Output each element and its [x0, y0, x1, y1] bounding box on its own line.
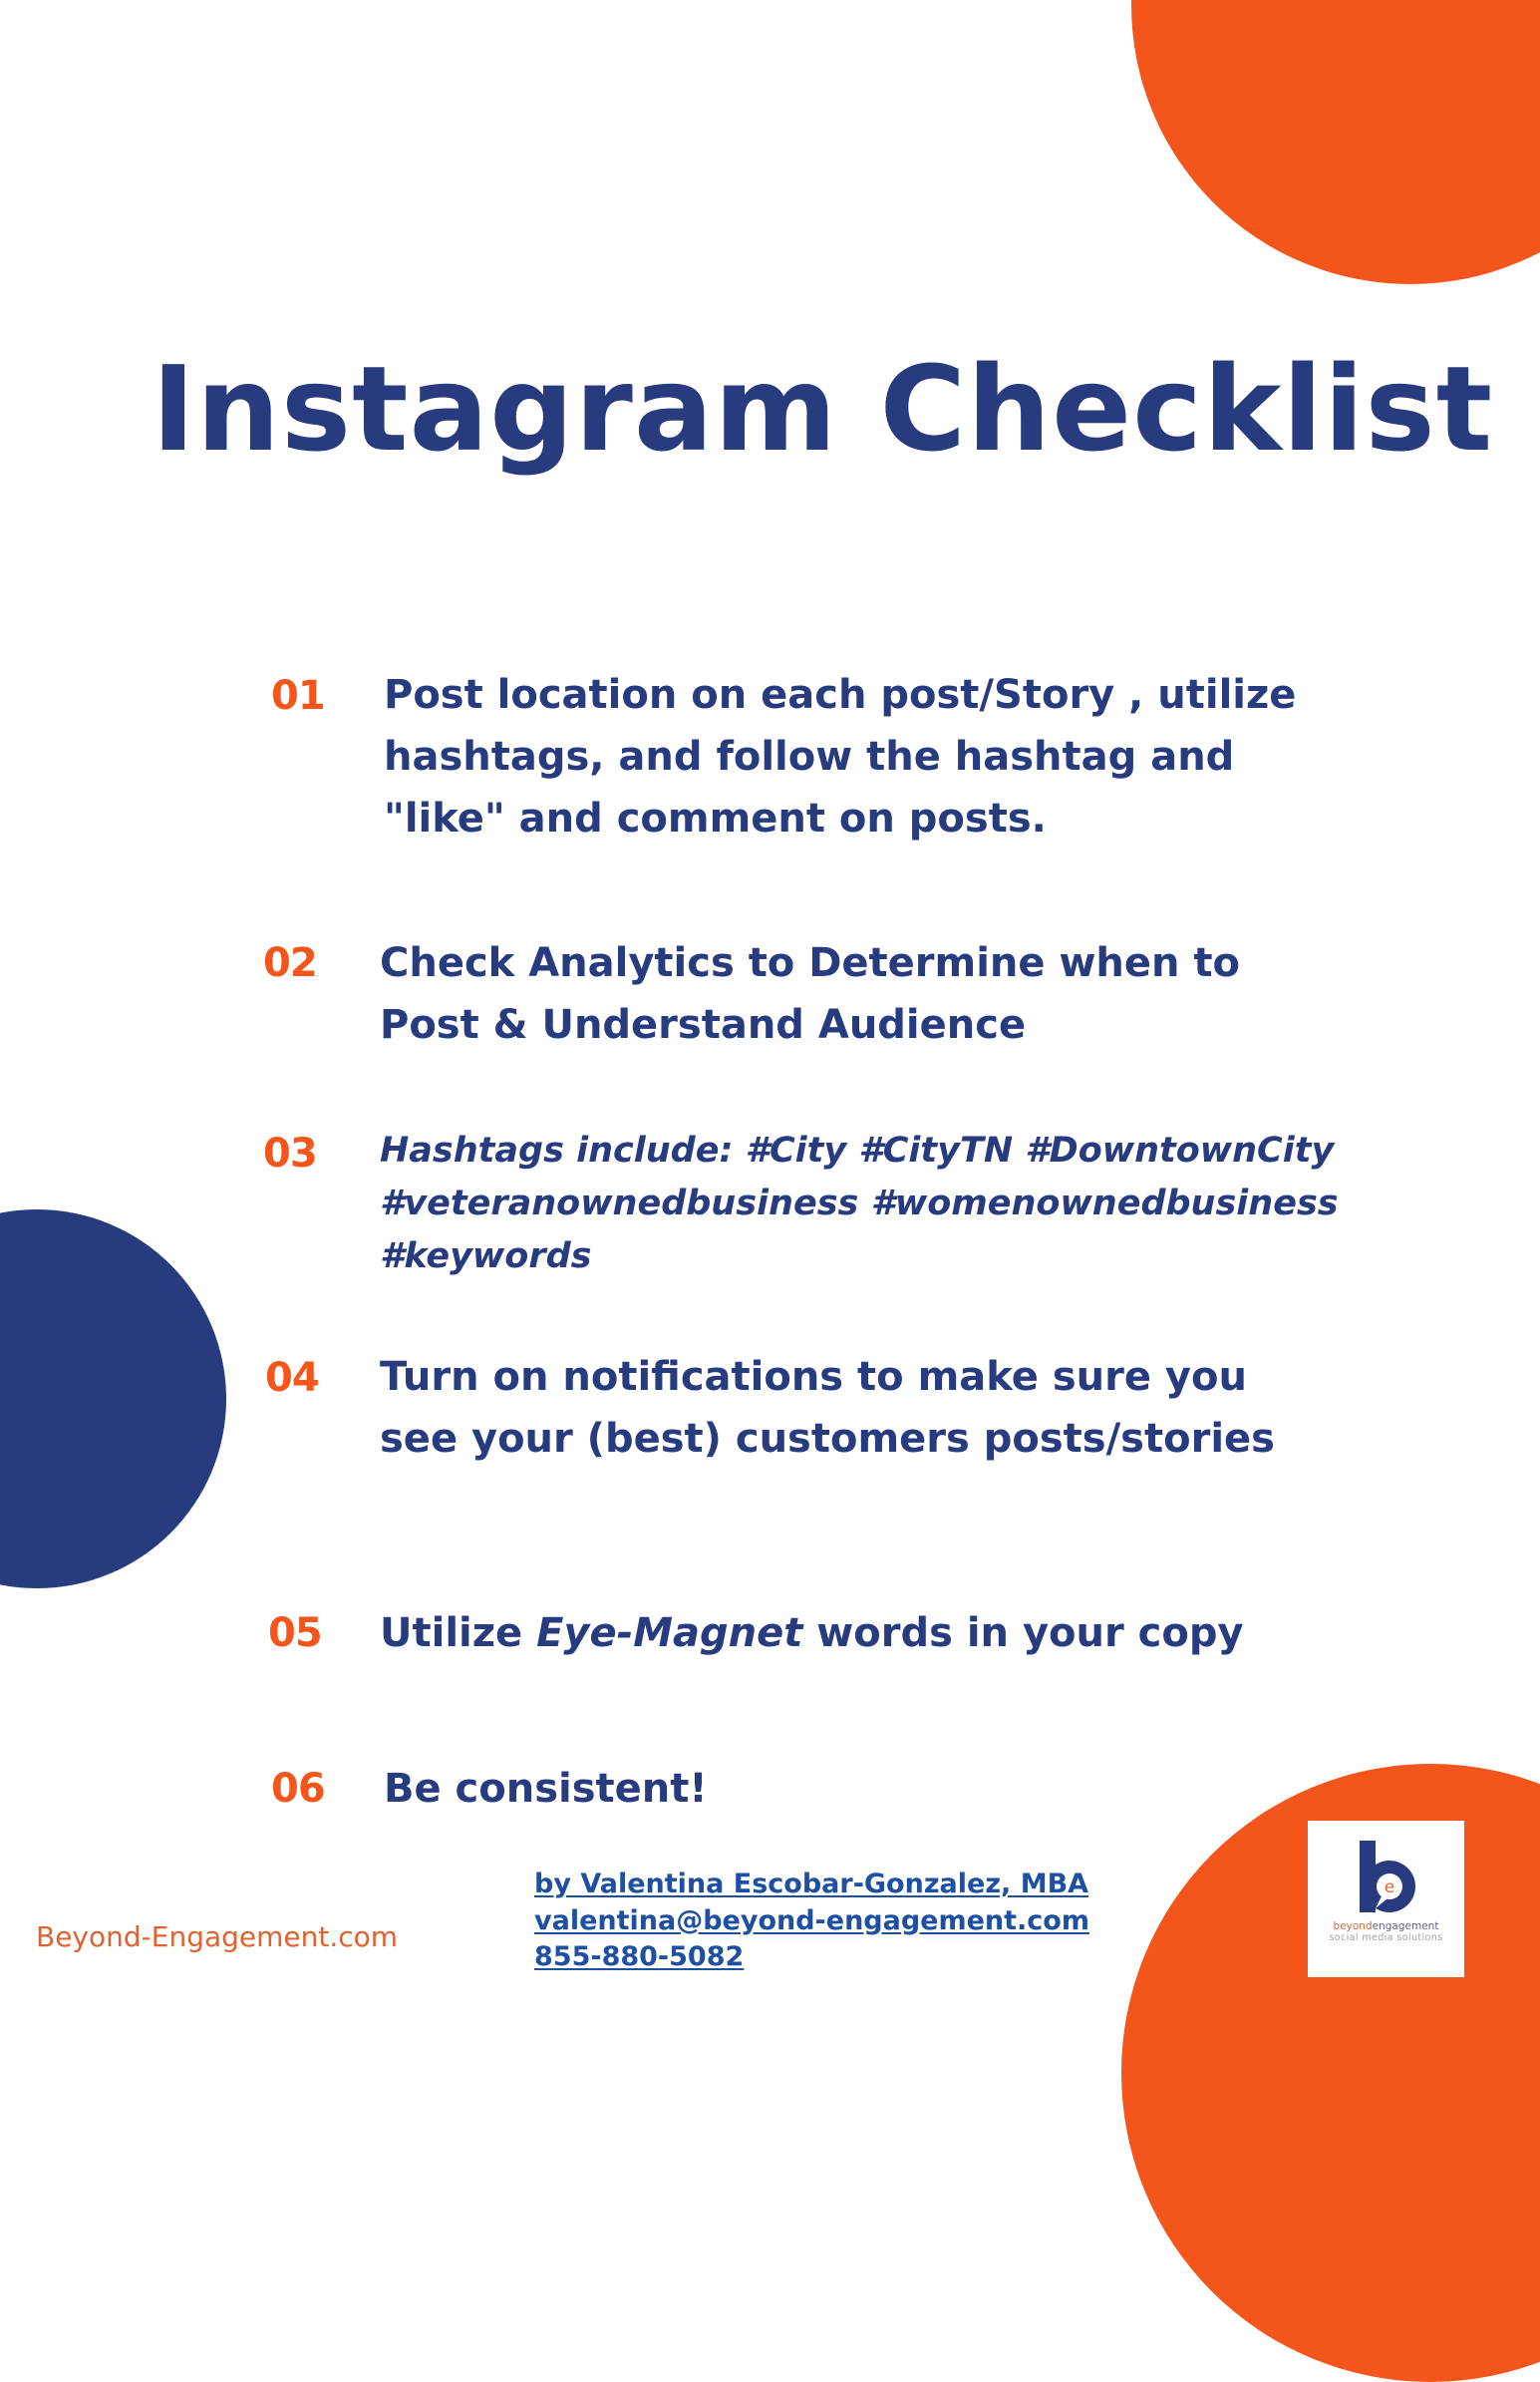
- item-line: Turn on notifications to make sure you: [380, 1354, 1247, 1400]
- item-text: [380, 1346, 1275, 1470]
- item-line: Be consistent!: [384, 1766, 708, 1812]
- item-text: [380, 1125, 1339, 1283]
- item-text: [380, 1602, 1244, 1664]
- page-title: Instagram Checklist: [152, 340, 1494, 478]
- item-number: 06: [271, 1766, 325, 1812]
- item-line: hashtags, and follow the hashtag and: [384, 734, 1235, 780]
- item-text-prefix: Utilize: [380, 1610, 537, 1656]
- item-line: Check Analytics to Determine when to: [380, 940, 1241, 986]
- item-number: 05: [268, 1610, 322, 1656]
- email-link[interactable]: valentina@beyond-engagement.com: [534, 1904, 1089, 1936]
- logo-wordmark-part1: beyond: [1333, 1920, 1373, 1932]
- logo-wordmark-part2: engagement: [1372, 1920, 1439, 1932]
- be-logo-icon: [1352, 1837, 1421, 1916]
- item-line: "like" and comment on posts.: [384, 796, 1047, 842]
- item-line: see your (best) customers posts/stories: [380, 1416, 1275, 1462]
- item-line: Post location on each post/Story , utilize: [384, 672, 1297, 718]
- item-number: 01: [271, 673, 325, 719]
- svg-text:e: e: [1384, 1877, 1394, 1897]
- logo-wordmark: [1334, 1920, 1439, 1932]
- decorative-navy-circle-left: [0, 1209, 226, 1588]
- item-line: #keywords: [380, 1236, 592, 1276]
- phone-link[interactable]: 855-880-5082: [534, 1941, 745, 1972]
- item-number: 04: [265, 1355, 319, 1401]
- contact-block: [534, 1867, 1089, 1976]
- item-line: #veteranownedbusiness #womenownedbusiness: [380, 1184, 1339, 1223]
- item-text-suffix: words in your copy: [802, 1610, 1244, 1656]
- logo-tagline: social media solutions: [1329, 1932, 1443, 1943]
- item-text: [384, 1758, 708, 1820]
- website-label: Beyond-Engagement.com: [36, 1920, 399, 1953]
- item-text: [384, 664, 1296, 850]
- brand-logo: [1308, 1821, 1464, 1977]
- item-line: Hashtags include: #City #CityTN #DowntownCity: [380, 1131, 1335, 1171]
- item-text-emphasis: Eye-Magnet: [536, 1610, 803, 1656]
- decorative-orange-circle-top: [1131, 0, 1540, 284]
- item-line: Post & Understand Audience: [380, 1002, 1027, 1048]
- item-text: [380, 932, 1240, 1056]
- author-link[interactable]: by Valentina Escobar-Gonzalez, MBA: [534, 1869, 1089, 1899]
- item-number: 02: [263, 940, 317, 986]
- item-number: 03: [263, 1131, 317, 1177]
